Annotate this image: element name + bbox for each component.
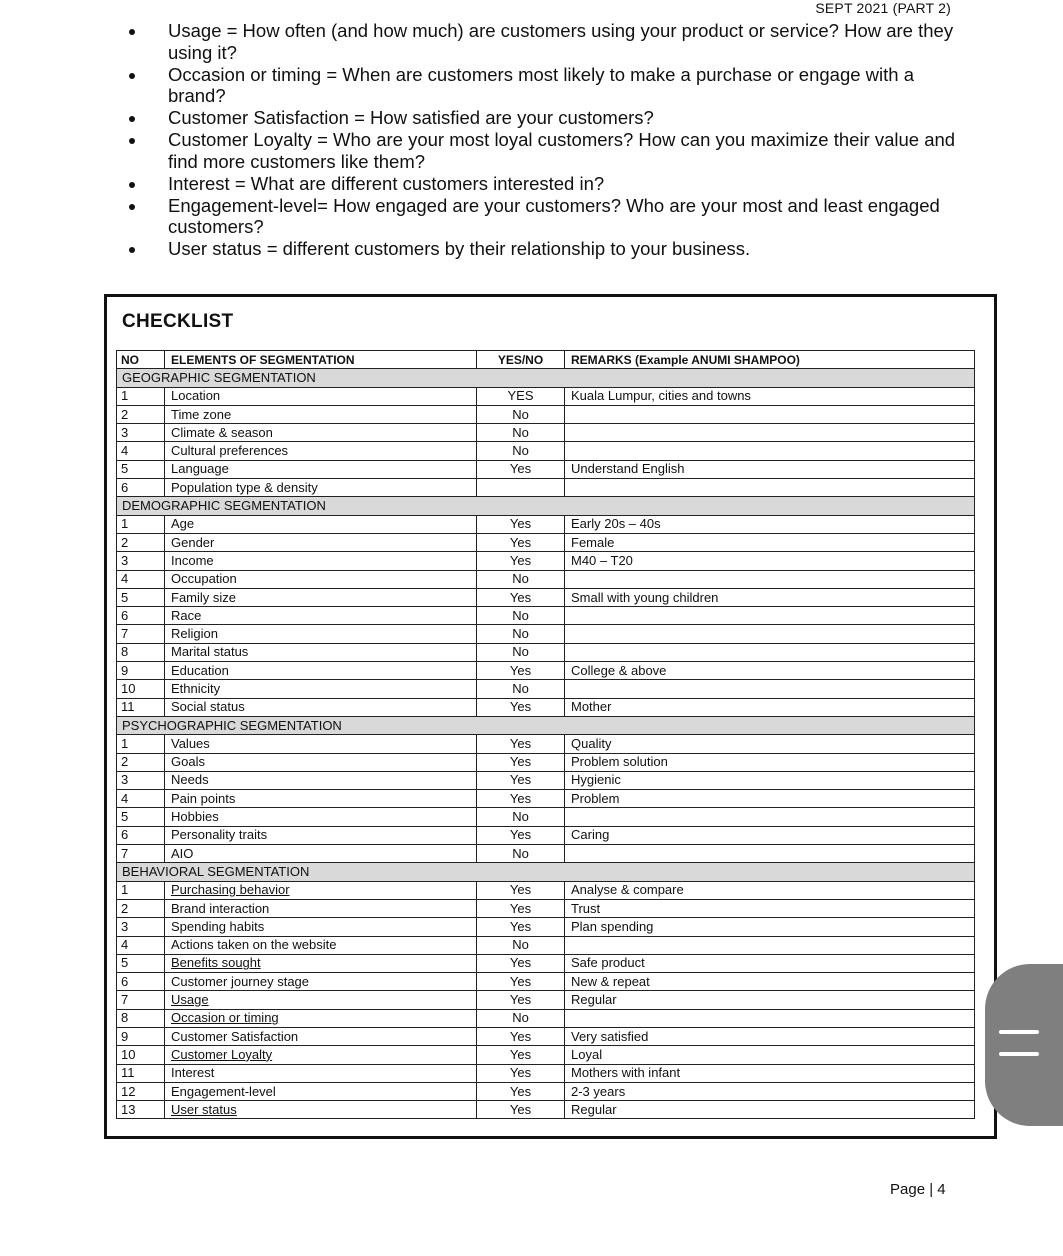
row-number: 8 bbox=[121, 644, 129, 660]
row-yes-no: Yes bbox=[509, 1046, 532, 1062]
row-element: Ethnicity bbox=[171, 680, 221, 696]
row-remarks: Regular bbox=[571, 1101, 617, 1117]
row-number: 11 bbox=[121, 699, 135, 715]
checklist-title: CHECKLIST bbox=[122, 311, 234, 332]
row-number: 8 bbox=[121, 1010, 129, 1026]
row-element: Occasion or timing bbox=[171, 1010, 279, 1026]
row-yes-no: Yes bbox=[509, 754, 532, 770]
row-element: Actions taken on the website bbox=[171, 937, 337, 953]
row-remarks: Plan spending bbox=[571, 918, 654, 934]
header-remarks: REMARKS (Example ANUMI SHAMPOO) bbox=[565, 351, 975, 369]
row-number: 3 bbox=[121, 918, 129, 934]
row-element: Hobbies bbox=[171, 809, 219, 825]
table-row bbox=[117, 1082, 975, 1100]
row-element: Brand interaction bbox=[171, 900, 270, 916]
table-row bbox=[117, 662, 975, 680]
header-yesno: YES/NO bbox=[477, 351, 565, 369]
table-row bbox=[117, 588, 975, 606]
row-element: Marital status bbox=[171, 644, 249, 660]
row-number: 7 bbox=[121, 626, 129, 642]
row-number: 9 bbox=[121, 1028, 129, 1044]
row-yes-no: No bbox=[512, 1010, 529, 1026]
row-remarks: Loyal bbox=[571, 1046, 603, 1062]
row-element: Cultural preferences bbox=[171, 443, 289, 459]
row-element: Gender bbox=[171, 534, 215, 550]
row-number: 1 bbox=[121, 388, 129, 404]
row-number: 4 bbox=[121, 571, 129, 587]
row-element: Location bbox=[171, 388, 221, 404]
row-yes-no: YES bbox=[507, 388, 534, 404]
table-row bbox=[117, 936, 975, 954]
row-remarks: New & repeat bbox=[571, 973, 650, 989]
row-number: 1 bbox=[121, 735, 129, 751]
row-element: Values bbox=[171, 735, 210, 751]
row-remarks: Mothers with infant bbox=[571, 1065, 681, 1081]
table-row bbox=[117, 479, 975, 497]
row-element: Goals bbox=[171, 754, 205, 770]
table-row bbox=[117, 643, 975, 661]
row-yes-no: No bbox=[512, 443, 529, 459]
row-yes-no: No bbox=[512, 809, 529, 825]
row-yes-no: No bbox=[512, 406, 529, 422]
table-row bbox=[117, 991, 975, 1009]
row-element: Purchasing behavior bbox=[171, 882, 290, 898]
row-number: 10 bbox=[121, 1046, 136, 1062]
header-element: ELEMENTS OF SEGMENTATION bbox=[165, 351, 477, 369]
row-element: Education bbox=[171, 662, 229, 678]
row-remarks: Analyse & compare bbox=[571, 882, 684, 898]
table-row bbox=[117, 533, 975, 551]
row-number: 1 bbox=[121, 882, 129, 898]
table-row bbox=[117, 735, 975, 753]
row-remarks: M40 – T20 bbox=[571, 552, 633, 568]
table-row bbox=[117, 881, 975, 899]
row-number: 2 bbox=[121, 406, 129, 422]
row-element: Population type & density bbox=[171, 479, 318, 495]
row-element: Interest bbox=[171, 1065, 215, 1081]
row-element: User status bbox=[171, 1101, 237, 1117]
row-remarks: College & above bbox=[571, 662, 667, 678]
bullet-item: User status = different customers by their relationship to your business. bbox=[125, 238, 965, 260]
row-remarks: Trust bbox=[571, 900, 601, 916]
grip-line-icon bbox=[999, 1030, 1039, 1034]
row-element: Spending habits bbox=[171, 918, 265, 934]
row-yes-no: Yes bbox=[509, 552, 532, 568]
row-remarks: 2-3 years bbox=[571, 1083, 626, 1099]
geographic-section-row bbox=[117, 369, 975, 387]
row-element: Personality traits bbox=[171, 827, 268, 843]
row-remarks: Hygienic bbox=[571, 772, 621, 788]
section-label: BEHAVIORAL SEGMENTATION bbox=[117, 863, 975, 881]
row-number: 7 bbox=[121, 992, 129, 1008]
section-label: DEMOGRAPHIC SEGMENTATION bbox=[117, 497, 975, 515]
row-yes-no: Yes bbox=[509, 1101, 532, 1117]
row-number: 2 bbox=[121, 754, 129, 770]
row-yes-no: Yes bbox=[509, 900, 532, 916]
table-row bbox=[117, 845, 975, 863]
row-number: 7 bbox=[121, 845, 129, 861]
row-element: Occupation bbox=[171, 571, 237, 587]
row-remarks: Problem solution bbox=[571, 754, 668, 770]
table-row bbox=[117, 1064, 975, 1082]
row-number: 5 bbox=[121, 955, 129, 971]
row-yes-no: Yes bbox=[509, 973, 532, 989]
row-remarks: Mother bbox=[571, 699, 612, 715]
row-yes-no: Yes bbox=[509, 534, 532, 550]
course-header: SEPT 2021 (PART 2) bbox=[815, 0, 951, 16]
row-element: Social status bbox=[171, 699, 245, 715]
row-number: 5 bbox=[121, 809, 129, 825]
row-remarks: Female bbox=[571, 534, 615, 550]
row-element: Race bbox=[171, 607, 202, 623]
row-number: 2 bbox=[121, 534, 129, 550]
grip-line-icon bbox=[999, 1052, 1039, 1056]
row-number: 6 bbox=[121, 827, 129, 843]
row-yes-no: Yes bbox=[509, 735, 532, 751]
row-yes-no: No bbox=[512, 571, 529, 587]
row-element: Time zone bbox=[171, 406, 232, 422]
row-remarks: Small with young children bbox=[571, 589, 719, 605]
bullet-item: Customer Satisfaction = How satisfied are your customers? bbox=[125, 107, 965, 129]
table-row bbox=[117, 405, 975, 423]
bullet-item: Engagement-level= How engaged are your customers? Who are your most and least engaged customers? bbox=[125, 195, 965, 238]
row-yes-no: Yes bbox=[509, 516, 532, 532]
table-row bbox=[117, 460, 975, 478]
row-element: Language bbox=[171, 461, 229, 477]
row-number: 5 bbox=[121, 461, 129, 477]
table-row bbox=[117, 808, 975, 826]
row-remarks: Very satisfied bbox=[571, 1028, 649, 1044]
row-yes-no: Yes bbox=[509, 827, 532, 843]
row-element: Customer Satisfaction bbox=[171, 1028, 299, 1044]
table-row bbox=[117, 771, 975, 789]
bullet-item: Customer Loyalty = Who are your most loyal customers? How can you maximize their value and find more customers like them? bbox=[125, 129, 965, 172]
checklist-table bbox=[116, 350, 975, 1119]
row-number: 10 bbox=[121, 680, 136, 696]
row-number: 12 bbox=[121, 1083, 136, 1099]
table-row bbox=[117, 442, 975, 460]
row-yes-no: No bbox=[512, 424, 529, 440]
bullet-item: Interest = What are different customers interested in? bbox=[125, 173, 965, 195]
table-row bbox=[117, 570, 975, 588]
table-row bbox=[117, 1009, 975, 1027]
table-row bbox=[117, 698, 975, 716]
demographic-section-row bbox=[117, 497, 975, 515]
row-number: 3 bbox=[121, 772, 129, 788]
bullet-list bbox=[125, 20, 965, 260]
table-header-row bbox=[117, 351, 975, 369]
row-number: 4 bbox=[121, 443, 129, 459]
row-remarks: Problem bbox=[571, 790, 620, 806]
row-element: Religion bbox=[171, 626, 218, 642]
table-row bbox=[117, 1046, 975, 1064]
table-row bbox=[117, 918, 975, 936]
table-row bbox=[117, 424, 975, 442]
row-number: 6 bbox=[121, 607, 129, 623]
row-element: Usage bbox=[171, 992, 209, 1008]
row-yes-no: No bbox=[512, 607, 529, 623]
section-label: PSYCHOGRAPHIC SEGMENTATION bbox=[117, 716, 975, 734]
page-number: Page | 4 bbox=[890, 1181, 946, 1198]
row-number: 11 bbox=[121, 1065, 135, 1081]
row-yes-no: Yes bbox=[509, 1028, 532, 1044]
row-remarks: Kuala Lumpur, cities and towns bbox=[571, 388, 751, 404]
table-row bbox=[117, 552, 975, 570]
bullet-item: Occasion or timing = When are customers most likely to make a purchase or engage with a brand? bbox=[125, 64, 965, 107]
row-remarks: Regular bbox=[571, 992, 617, 1008]
behavioral-section-row bbox=[117, 863, 975, 881]
table-row bbox=[117, 625, 975, 643]
row-number: 6 bbox=[121, 479, 129, 495]
row-number: 3 bbox=[121, 552, 129, 568]
row-number: 6 bbox=[121, 973, 129, 989]
table-row bbox=[117, 899, 975, 917]
row-element: Family size bbox=[171, 589, 237, 605]
row-element: Age bbox=[171, 516, 195, 532]
row-number: 13 bbox=[121, 1101, 136, 1117]
row-element: Climate & season bbox=[171, 424, 273, 440]
row-yes-no: No bbox=[512, 845, 529, 861]
table-row bbox=[117, 753, 975, 771]
row-number: 9 bbox=[121, 662, 129, 678]
section-label: GEOGRAPHIC SEGMENTATION bbox=[117, 369, 975, 387]
row-yes-no: No bbox=[512, 680, 529, 696]
scroll-handle[interactable] bbox=[985, 964, 1063, 1126]
row-element: AIO bbox=[171, 845, 194, 861]
row-remarks: Safe product bbox=[571, 955, 645, 971]
table-row bbox=[117, 680, 975, 698]
table-row bbox=[117, 1027, 975, 1045]
row-yes-no: Yes bbox=[509, 918, 532, 934]
row-number: 2 bbox=[121, 900, 129, 916]
table-body bbox=[117, 369, 975, 1119]
header-no: NO bbox=[117, 351, 165, 369]
row-yes-no: Yes bbox=[509, 882, 532, 898]
row-element: Benefits sought bbox=[171, 955, 261, 971]
bullet-item: Usage = How often (and how much) are customers using your product or service? How are they using it? bbox=[125, 20, 965, 63]
row-element: Customer journey stage bbox=[171, 973, 310, 989]
row-yes-no: Yes bbox=[509, 772, 532, 788]
table-row bbox=[117, 973, 975, 991]
row-element: Engagement-level bbox=[171, 1083, 276, 1099]
row-element: Needs bbox=[171, 772, 209, 788]
row-yes-no: Yes bbox=[509, 699, 532, 715]
table-row bbox=[117, 515, 975, 533]
row-number: 5 bbox=[121, 589, 129, 605]
psychographic-section-row bbox=[117, 716, 975, 734]
row-yes-no: Yes bbox=[509, 1065, 532, 1081]
row-number: 4 bbox=[121, 937, 129, 953]
row-yes-no: Yes bbox=[509, 1083, 532, 1099]
row-yes-no: Yes bbox=[509, 992, 532, 1008]
table-row bbox=[117, 954, 975, 972]
table-row bbox=[117, 607, 975, 625]
table-row bbox=[117, 1101, 975, 1119]
row-number: 1 bbox=[121, 516, 129, 532]
row-remarks: Quality bbox=[571, 735, 612, 751]
table-row bbox=[117, 387, 975, 405]
table-row bbox=[117, 826, 975, 844]
row-element: Pain points bbox=[171, 790, 236, 806]
row-remarks: Early 20s – 40s bbox=[571, 516, 661, 532]
row-yes-no: Yes bbox=[509, 790, 532, 806]
row-yes-no: Yes bbox=[509, 662, 532, 678]
row-number: 3 bbox=[121, 424, 129, 440]
row-remarks: Understand English bbox=[571, 461, 685, 477]
checklist-box bbox=[104, 294, 997, 1139]
row-yes-no: Yes bbox=[509, 589, 532, 605]
row-yes-no: Yes bbox=[509, 955, 532, 971]
row-remarks: Caring bbox=[571, 827, 610, 843]
table-row bbox=[117, 790, 975, 808]
row-yes-no: Yes bbox=[509, 461, 532, 477]
row-number: 4 bbox=[121, 790, 129, 806]
row-yes-no: No bbox=[512, 937, 529, 953]
row-element: Customer Loyalty bbox=[171, 1046, 273, 1062]
row-yes-no: No bbox=[512, 644, 529, 660]
row-element: Income bbox=[171, 552, 214, 568]
row-yes-no: No bbox=[512, 626, 529, 642]
